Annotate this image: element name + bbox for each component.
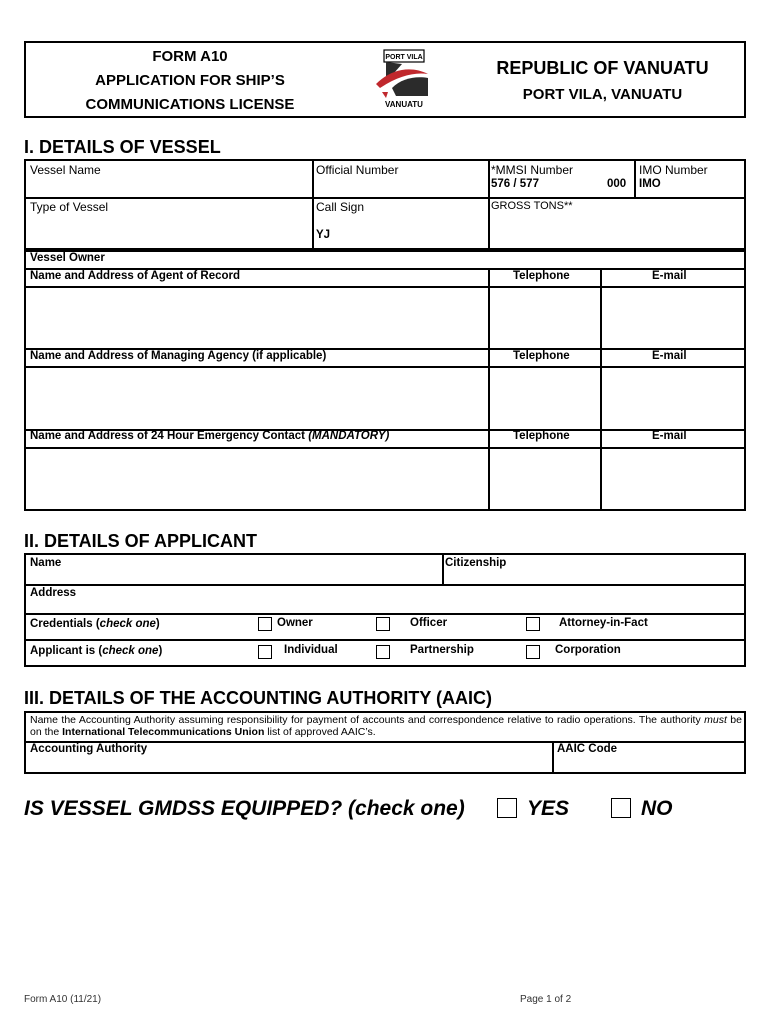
- type-of-vessel-label: Type of Vessel: [30, 200, 109, 214]
- aaic-instructions: Name the Accounting Authority assuming responsibility for payment of accounts and correspondence relative to radio operations. The authority must be on the International Telecommunications Union list of approved AAIC’s.: [30, 714, 742, 738]
- agent-telephone-header: Telephone: [513, 270, 570, 282]
- svg-text:PORT VILA: PORT VILA: [385, 54, 423, 61]
- form-title-line2: COMMUNICATIONS LICENSE: [85, 96, 295, 113]
- aaic-code-label: AAIC Code: [557, 743, 618, 755]
- city-title: PORT VILA, VANUATU: [522, 86, 683, 103]
- agent-label: Name and Address of Agent of Record: [30, 270, 241, 282]
- agent-telephone-field[interactable]: [488, 286, 598, 345]
- gross-tons-label: GROSS TONS**: [491, 200, 573, 212]
- managing-agency-field[interactable]: [27, 367, 486, 426]
- mmsi-label: *MMSI Number: [491, 163, 574, 177]
- gmdss-yes-label: YES: [527, 797, 570, 820]
- officer-checkbox[interactable]: [376, 617, 390, 631]
- officer-label: Officer: [410, 617, 448, 629]
- applicant-is-label: Applicant is (check one): [30, 645, 163, 657]
- imo-prefix: IMO: [639, 178, 661, 190]
- section-3-title: III. DETAILS OF THE ACCOUNTING AUTHORITY (AAIC): [24, 688, 492, 708]
- credentials-label: Credentials (check one): [30, 618, 160, 630]
- address-label: Address: [30, 587, 77, 599]
- vessel-name-label: Vessel Name: [30, 163, 101, 177]
- call-sign-prefix: YJ: [316, 229, 331, 241]
- managing-telephone-field[interactable]: [488, 367, 598, 426]
- accounting-authority-label: Accounting Authority: [30, 743, 148, 755]
- imo-label: IMO Number: [639, 163, 708, 177]
- citizenship-label: Citizenship: [445, 557, 507, 569]
- managing-email-field[interactable]: [600, 367, 743, 426]
- owner-label: Owner: [277, 617, 313, 629]
- managing-agency-label: Name and Address of Managing Agency (if applicable): [30, 350, 327, 362]
- corporation-label: Corporation: [555, 644, 621, 656]
- gmdss-no-checkbox[interactable]: [611, 798, 631, 818]
- managing-email-header: E-mail: [652, 350, 687, 362]
- individual-label: Individual: [284, 644, 338, 656]
- form-number: FORM A10: [152, 48, 228, 65]
- emergency-contact-field[interactable]: [27, 448, 486, 508]
- applicant-name-label: Name: [30, 557, 62, 569]
- attorney-label: Attorney-in-Fact: [559, 617, 648, 629]
- partnership-label: Partnership: [410, 644, 474, 656]
- emergency-email-field[interactable]: [600, 448, 743, 508]
- partnership-checkbox[interactable]: [376, 645, 390, 659]
- gmdss-no-label: NO: [641, 797, 673, 820]
- agent-name-field[interactable]: [27, 286, 486, 345]
- emergency-contact-label: Name and Address of 24 Hour Emergency Contact (MANDATORY): [30, 430, 390, 442]
- corporation-checkbox[interactable]: [526, 645, 540, 659]
- footer-form-ref: Form A10 (11/21): [24, 994, 102, 1005]
- gmdss-yes-checkbox[interactable]: [497, 798, 517, 818]
- emergency-email-header: E-mail: [652, 430, 687, 442]
- footer-page-number: Page 1 of 2: [520, 994, 572, 1005]
- mmsi-prefix: 576 / 577: [491, 178, 539, 190]
- republic-title: REPUBLIC OF VANUATU: [496, 58, 709, 78]
- call-sign-label: Call Sign: [316, 200, 365, 214]
- section-2-title: II. DETAILS OF APPLICANT: [24, 531, 257, 551]
- svg-text:VANUATU: VANUATU: [385, 100, 423, 109]
- managing-telephone-header: Telephone: [513, 350, 570, 362]
- individual-checkbox[interactable]: [258, 645, 272, 659]
- mmsi-suffix: 000: [607, 178, 627, 190]
- official-number-label: Official Number: [316, 163, 399, 177]
- section-1-title: I. DETAILS OF VESSEL: [24, 137, 221, 157]
- gmdss-question: IS VESSEL GMDSS EQUIPPED? (check one): [24, 797, 465, 820]
- port-vila-logo: [372, 48, 434, 110]
- agent-email-field[interactable]: [600, 286, 743, 345]
- owner-checkbox[interactable]: [258, 617, 272, 631]
- attorney-checkbox[interactable]: [526, 617, 540, 631]
- form-title-line1: APPLICATION FOR SHIP’S: [95, 72, 285, 89]
- vessel-owner-label: Vessel Owner: [30, 252, 105, 264]
- agent-email-header: E-mail: [652, 270, 687, 282]
- mandatory-note: (MANDATORY): [308, 430, 390, 442]
- emergency-telephone-header: Telephone: [513, 430, 570, 442]
- emergency-telephone-field[interactable]: [488, 448, 598, 508]
